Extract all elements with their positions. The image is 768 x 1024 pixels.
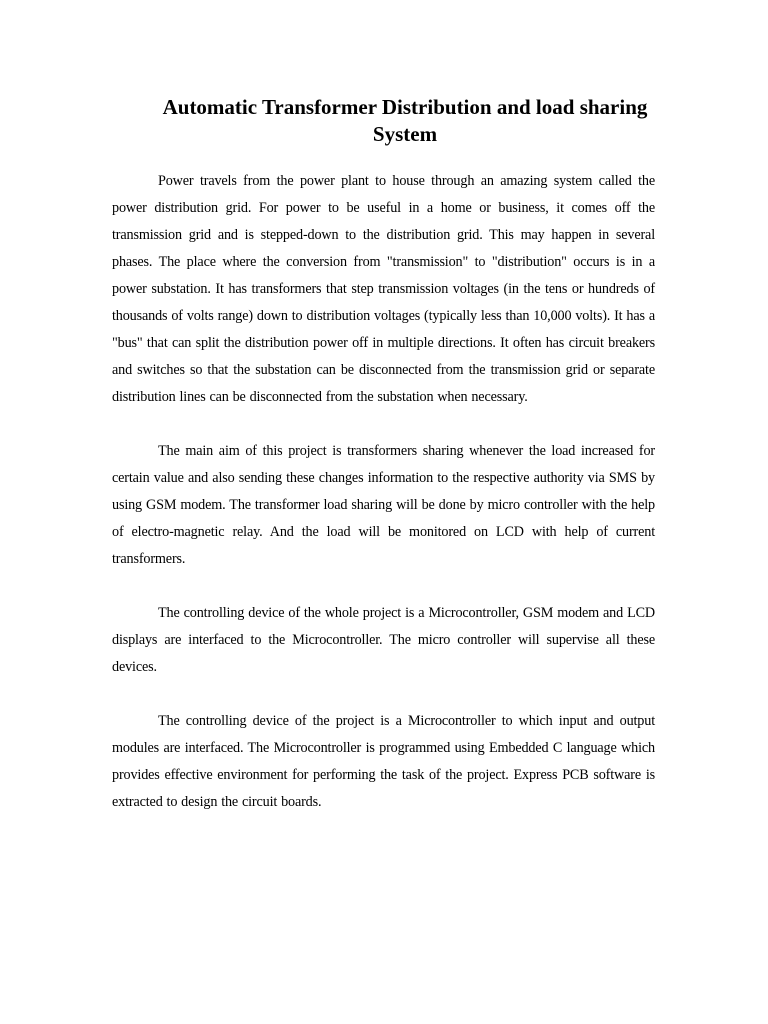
document-title: Automatic Transformer Distribution and load sharing System bbox=[162, 95, 648, 146]
paragraph-power-distribution: Power travels from the power plant to house through an amazing system called the power distribution grid. For power to be useful in a home or business, it comes off the transmission grid and is stepped-down to the distribution grid. This may happen in several phases. The place where the conversion from "transmission" to "distribution" occurs is in a power substation. It has transformers that step transmission voltages (in the tens or hundreds of thousands of volts range) down to distribution voltages (typically less than 10,000 volts). It has a "bus" that can split the distribution power off in multiple directions. It often has circuit breakers and switches so that the substation can be disconnected from the transmission grid or separate distribution lines can be disconnected from the substation when necessary. bbox=[112, 173, 655, 405]
paragraph-microcontroller-programming: The controlling device of the project is a Microcontroller to which input and output modules are interfaced. The Microcontroller is programmed using Embedded C language which provides effective environment for performing the task of the project. Express PCB software is extracted to design the circuit boards. bbox=[112, 713, 655, 810]
paragraph-controlling-device: The controlling device of the whole project is a Microcontroller, GSM modem and LCD displays are interfaced to the Microcontroller. The micro controller will supervise all these devices. bbox=[112, 605, 655, 675]
document-body bbox=[112, 168, 655, 843]
paragraph-project-aim: The main aim of this project is transformers sharing whenever the load increased for certain value and also sending these changes information to the respective authority via SMS by using GSM modem. The transformer load sharing will be done by micro controller with the help of electro-magnetic relay. And the load will be monitored on LCD with help of current transformers. bbox=[112, 443, 655, 567]
